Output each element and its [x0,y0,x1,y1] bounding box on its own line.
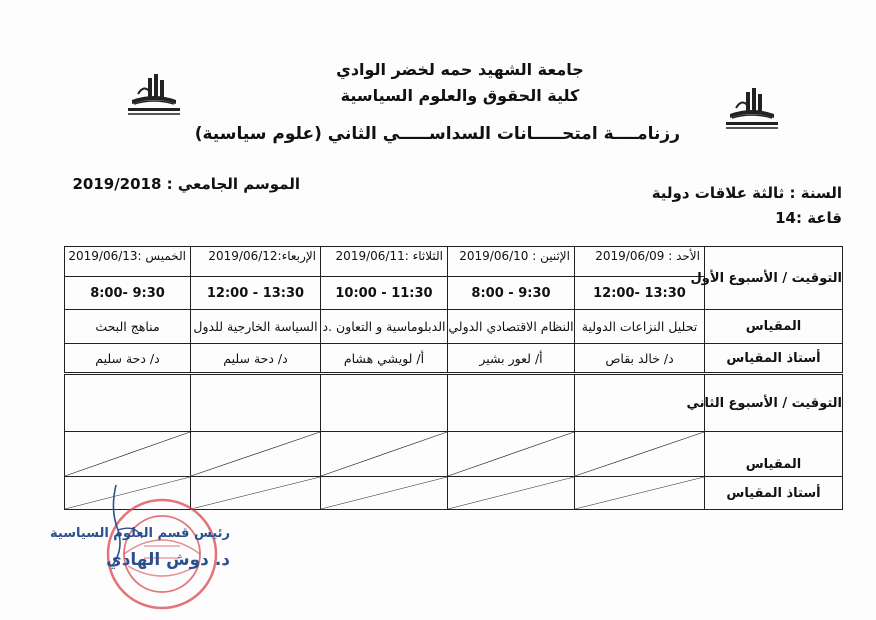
teacher-cell: أ/ لويشي هشام [321,344,448,374]
crossed-out-cell [191,432,321,477]
subject-cell: الدبلوماسية و التعاون .د [321,310,448,344]
week1-time-row [65,247,843,277]
empty-cell [191,374,321,432]
document-title: رزنامــــة امتحـــــانات السداســـــي الثاني (علوم سياسية) [194,124,680,144]
department-head-role: رئيس قسم العلوم السياسية [50,526,230,541]
crossed-out-cell [448,432,575,477]
teacher-row-label: أستاذ المقياس [705,477,843,510]
day-header: الإثنين : 2019/06/10 [448,247,575,277]
exam-time: 13:30 -12:00 [575,277,705,310]
crossed-out-cell [65,432,191,477]
week2-row-label: التوقيت / الأسبوع الثاني [705,374,843,432]
university-logo-left [124,70,184,122]
university-logo-right [722,84,782,136]
exam-time: 11:30 - 10:00 [321,277,448,310]
week2-time-row [65,374,843,432]
teacher-cell: أ/ لعور بشير [448,344,575,374]
exam-time: 13:30 - 12:00 [191,277,321,310]
department-head-name: د. دوش الهادي [106,550,230,570]
week1-row-label: التوقيت / الأسبوع الأول [705,247,843,310]
exam-schedule-table [64,246,843,510]
teacher-row-label: أستاذ المقياس [705,344,843,374]
subject-cell: مناهج البحث [65,310,191,344]
empty-cell [65,374,191,432]
crossed-out-cell [321,432,448,477]
empty-cell [448,374,575,432]
day-header: الخميس :2019/06/13 [65,247,191,277]
exam-time: 9:30 -8:00 [65,277,191,310]
teacher-cell: د/ دحة سليم [65,344,191,374]
academic-season: الموسم الجامعي : 2019/2018 [72,175,300,193]
subject-cell: النظام الاقتصادي الدولي [448,310,575,344]
subject-row-label: المقياس [705,432,843,477]
week1-subject-row [65,310,843,344]
crossed-out-cell [321,477,448,510]
exam-room: قاعة :14 [775,209,842,227]
handwritten-signature [96,480,156,574]
exam-time: 9:30 - 8:00 [448,277,575,310]
subject-cell: السياسة الخارجية للدول [191,310,321,344]
faculty-name: كلية الحقوق والعلوم السياسية [340,86,580,105]
subject-cell: تحليل النزاعات الدولية [575,310,705,344]
empty-cell [575,374,705,432]
empty-cell [321,374,448,432]
day-header: الثلاثاء :2019/06/11 [321,247,448,277]
day-header: الأحد : 2019/06/09 [575,247,705,277]
crossed-out-cell [448,477,575,510]
week1-teacher-row [65,344,843,374]
teacher-cell: د/ دحة سليم [191,344,321,374]
study-year: السنة : ثالثة علاقات دولية [651,184,842,202]
day-header: الإربعاء:2019/06/12 [191,247,321,277]
subject-row-label: المقياس [705,310,843,344]
week2-subject-row [65,432,843,477]
university-name: جامعة الشهيد حمه لخضر الوادي [336,60,584,79]
crossed-out-cell [575,432,705,477]
crossed-out-cell [575,477,705,510]
teacher-cell: د/ خالد بقاص [575,344,705,374]
